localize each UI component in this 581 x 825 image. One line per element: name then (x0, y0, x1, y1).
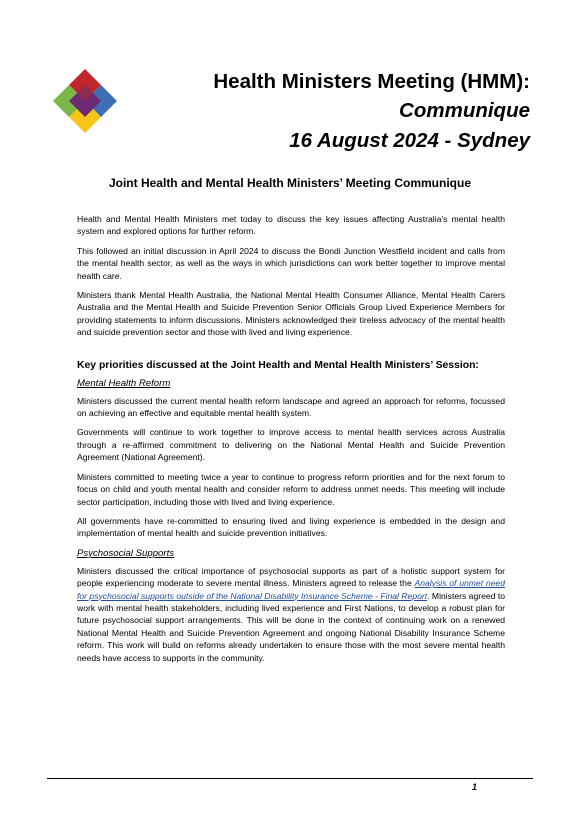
reform-paragraph-4: All governments have re-committed to ensuring lived and living experience is embedded in the design and implementation of mental health and suicide prevention initiatives. (77, 515, 505, 539)
page-title: Health Ministers Meeting (HMM): (213, 70, 530, 93)
key-priorities-heading: Key priorities discussed at the Joint Health and Mental Health Ministers’ Session: (77, 359, 479, 371)
reform-paragraph-1: Ministers discussed the current mental health reform landscape and agreed an approach for reforms, focussed on achieving an effective and equitable mental health system. (77, 395, 505, 419)
intro-paragraph-2: This followed an initial discussion in April 2024 to discuss the Bondi Junction Westfield incident and calls from the mental health sector, as well as the ways in which jurisdictions can work better together to improve mental health care. (77, 245, 505, 281)
hmm-diamond-logo-icon (52, 68, 118, 134)
psychosocial-supports-heading: Psychosocial Supports (77, 547, 175, 559)
page-number: 1 (472, 782, 478, 792)
document-header (150, 68, 530, 156)
psychosocial-text-before: Ministers discussed the critical importance of psychosocial supports as part of a holistic support system for people experiencing moderate to severe mental illness. Ministers agreed to release the (77, 565, 505, 589)
page-title-date: 16 August 2024 - Sydney (289, 129, 530, 152)
page-title-communique: Communique (399, 99, 530, 122)
footer-divider (47, 778, 533, 779)
psychosocial-paragraph (77, 565, 505, 664)
psychosocial-text-after: . Ministers agreed to work with mental health stakeholders, including lived experience and First Nations, to develop a robust plan for future psychosocial support arrangements. This will be done in the context of continuing work on a renewed National Mental Health and Suicide Prevention Agreement and ongoing National Disability Insurance Scheme reform. This work will build on reforms already undertaken to ensure those with the most severe mental health needs have access to supports in the community. (77, 590, 505, 663)
intro-paragraph-1: Health and Mental Health Ministers met today to discuss the key issues affecting Australia’s mental health system and explored options for further reform. (77, 214, 505, 237)
intro-paragraph-3: Ministers thank Mental Health Australia, the National Mental Health Consumer Alliance, Mental Health Carers Australia and the Mental Health and Suicide Prevention Senior Officials Group Lived Experience Members for providing statements to inform discussions. Ministers acknowledged their tireless advocacy of the mental health and suicide prevention sector and those with lived and living experience. (77, 290, 505, 338)
document-body (77, 213, 505, 671)
unmet-need-report-link[interactable]: Analysis of unmet need for psychosocial supports outside of the National Disability Insurance Scheme - Final Report (77, 578, 505, 601)
reform-paragraph-2: Governments will continue to work together to improve access to mental health services across Australia through a re-affirmed commitment to delivering on the National Mental Health and Suicide Prevention Agreement (National Agreement). (77, 427, 505, 463)
mental-health-reform-heading: Mental Health Reform (77, 377, 171, 389)
reform-paragraph-3: Ministers committed to meeting twice a year to continue to progress reform priorities and for the next forum to focus on child and youth mental health and consider reform to address unmet needs. This meeting will include sector participation, including those with lived and living experience. (77, 471, 505, 507)
communique-subtitle: Joint Health and Mental Health Ministers’ Meeting Communique (108, 176, 472, 190)
